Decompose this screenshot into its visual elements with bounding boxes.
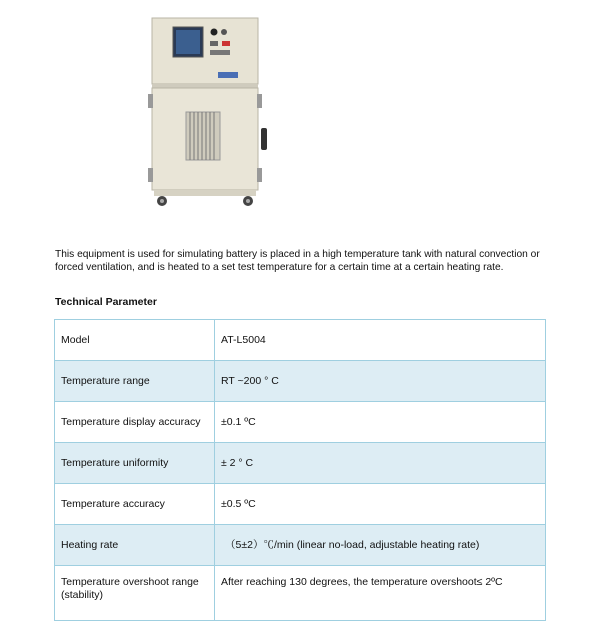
section-title: Technical Parameter <box>55 296 157 308</box>
parameter-label: Temperature accuracy <box>55 484 215 525</box>
parameter-label: Temperature uniformity <box>55 443 215 484</box>
brand-label <box>218 72 238 78</box>
parameter-value: ±0.1 ºC <box>215 402 546 443</box>
vent-grille <box>186 112 220 160</box>
table-row <box>55 320 546 361</box>
power-switch-icon <box>211 29 218 36</box>
parameter-value: （5±2）℃/min (linear no-load, adjustable heating rate) <box>215 525 546 566</box>
parameter-value: ± 2 ° C <box>215 443 546 484</box>
product-image <box>140 10 270 210</box>
table-row <box>55 361 546 402</box>
table-row <box>55 566 546 621</box>
parameter-value: ±0.5 ºC <box>215 484 546 525</box>
parameter-label: Temperature display accuracy <box>55 402 215 443</box>
parameter-value: RT ~200 ° C <box>215 361 546 402</box>
parameter-value: After reaching 130 degrees, the temperature overshoot≤ 2ºC <box>215 566 546 621</box>
table-row <box>55 525 546 566</box>
parameter-label: Heating rate <box>55 525 215 566</box>
technical-parameter-table <box>54 319 546 621</box>
table-row <box>55 484 546 525</box>
parameter-label: Temperature overshoot range (stability) <box>55 566 215 621</box>
parameter-label: Temperature range <box>55 361 215 402</box>
product-description: This equipment is used for simulating battery is placed in a high temperature tank with natural convection or forced ventilation, and is heated to a set test temperature for a certain time at a certain heating rate. <box>55 249 540 273</box>
parameter-label: Model <box>55 320 215 361</box>
table-row <box>55 443 546 484</box>
table-row <box>55 402 546 443</box>
parameter-value: AT-L5004 <box>215 320 546 361</box>
